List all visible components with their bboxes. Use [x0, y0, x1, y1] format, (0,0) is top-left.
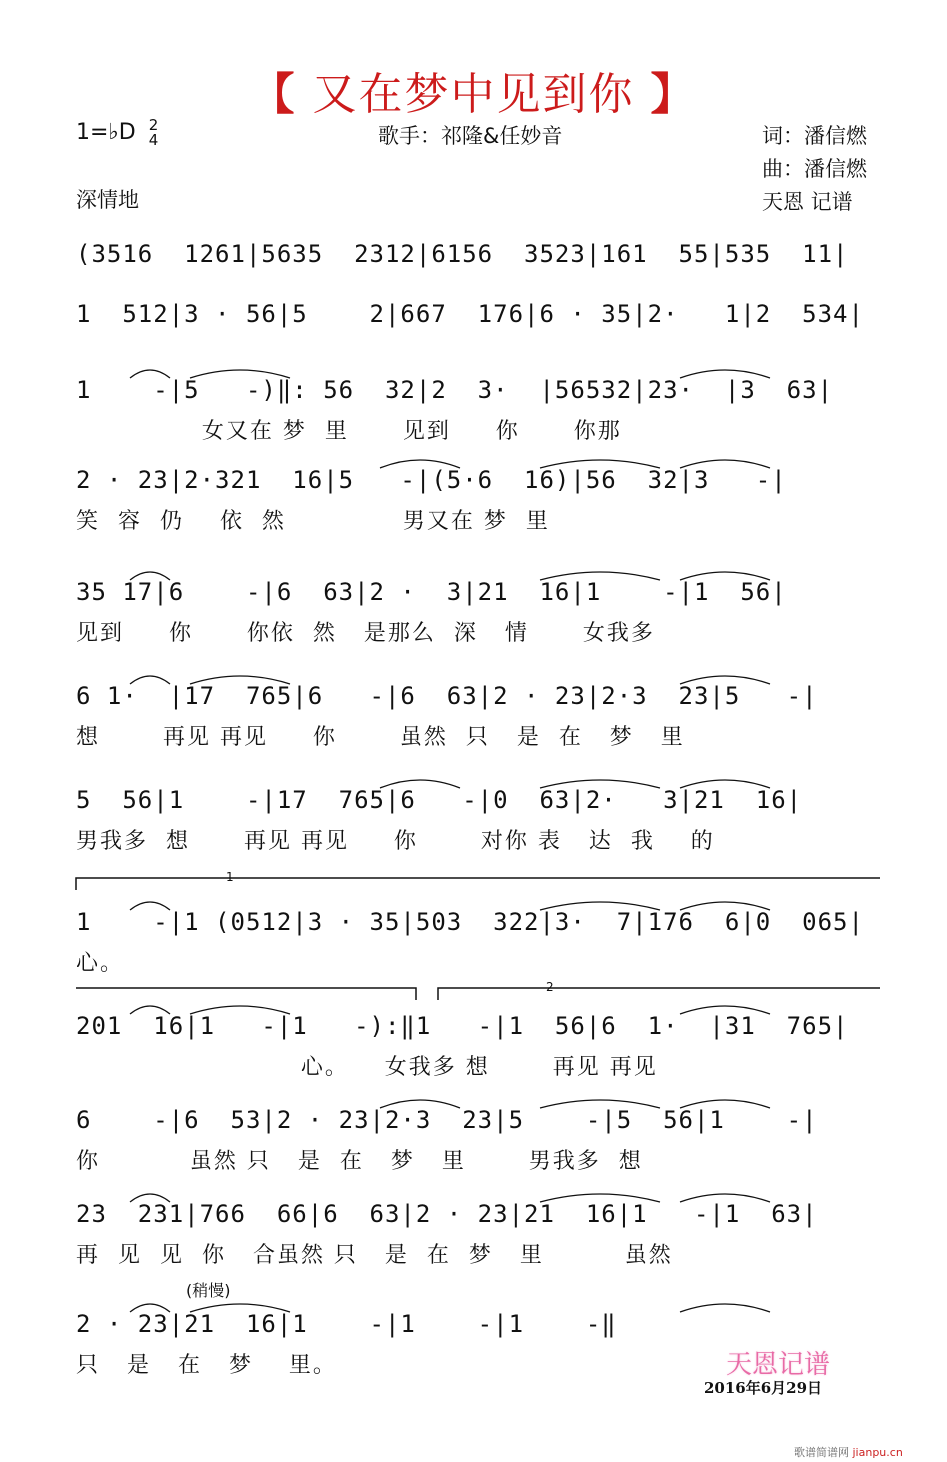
notation-line: (3516 1261|5635 2312|6156 3523|161 55|535 11|	[76, 240, 849, 268]
notation-line: 201 16|1 -|1 -):‖1 -|1 56|6 1· |31 765|	[76, 1012, 849, 1040]
transcriber-credit: 天恩 记谱	[762, 190, 853, 214]
time-top: 2	[148, 116, 159, 134]
lyric-line: 你 虽然 只 是 在 梦 里 男我多 想	[76, 1149, 643, 1174]
title-open-bracket: 【	[250, 69, 297, 120]
watermark-name: 歌谱简谱网	[794, 1446, 849, 1459]
notation-line: 23 231|766 66|6 63|2 · 23|21 16|1 -|1 63|	[76, 1200, 818, 1228]
transcription-date: 2016年6月29日	[704, 1379, 823, 1397]
watermark-url: jianpu.cn	[852, 1446, 903, 1459]
notation-line: 6 -|6 53|2 · 23|2·3 23|5 -|5 56|1 -|	[76, 1106, 818, 1134]
title-text: 又在梦中见到你	[312, 69, 635, 120]
notation-line: 1 -|1 (0512|3 · 35|503 322|3· 7|176 6|0 065|	[76, 908, 864, 936]
lyric-line: 女又在 梦 里 见到 你 你那	[76, 419, 622, 444]
transcriber-stamp: 天恩记谱	[726, 1350, 831, 1380]
lyric-line: 只 是 在 梦 里。	[76, 1353, 337, 1378]
composer-credit: 曲：潘信燃	[762, 157, 867, 181]
tempo-marking: 深情地	[76, 188, 139, 212]
lyric-line: 想 再见 再见 你 虽然 只 是 在 梦 里	[76, 725, 685, 750]
site-watermark	[794, 1444, 903, 1460]
lyric-line: 见到 你 你依 然 是那么 深 情 女我多	[76, 621, 655, 646]
notation-line: 2 · 23|21 16|1 -|1 -|1 -‖	[76, 1310, 617, 1338]
notation-line: 35 17|6 -|6 63|2 · 3|21 16|1 -|1 56|	[76, 578, 787, 606]
volta-1-bracket	[76, 878, 880, 890]
lyric-line: 再 见 见 你 合虽然 只 是 在 梦 里 虽然	[76, 1243, 673, 1268]
volta-2-label: 2	[546, 980, 554, 994]
volta-1-label: 1	[226, 870, 234, 884]
time-bottom: 4	[148, 131, 159, 149]
lyric-line: 笑 容 仍 依 然 男又在 梦 里	[76, 509, 550, 534]
singer-credit: 歌手：祁隆&任妙音	[378, 124, 563, 148]
notation-line: 1 512|3 · 56|5 2|667 176|6 · 35|2· 1|2 534|	[76, 300, 864, 328]
title-close-bracket: 】	[650, 69, 697, 120]
lyric-line: 男我多 想 再见 再见 你 对你 表 达 我 的	[76, 829, 715, 854]
ritardando-marking: (稍慢)	[186, 1281, 231, 1300]
notation-line: 5 56|1 -|17 765|6 -|0 63|2· 3|21 16|	[76, 786, 803, 814]
lyricist-credit: 词：潘信燃	[762, 124, 867, 148]
volta-1-end	[76, 988, 416, 1000]
lyric-line: 心。	[76, 951, 125, 976]
volta-2-bracket	[438, 988, 880, 1000]
notation-line: 2 · 23|2·321 16|5 -|(5·6 16)|56 32|3 -|	[76, 466, 787, 494]
notation-line: 1 -|5 -)‖: 56 32|2 3· |56532|23· |3 63|	[76, 376, 834, 404]
key-label: 1=♭D	[76, 120, 136, 145]
notation-line: 6 1· |17 765|6 -|6 63|2 · 23|2·3 23|5 -|	[76, 682, 818, 710]
lyric-line: 心。 女我多 想 再见 再见	[76, 1055, 658, 1080]
